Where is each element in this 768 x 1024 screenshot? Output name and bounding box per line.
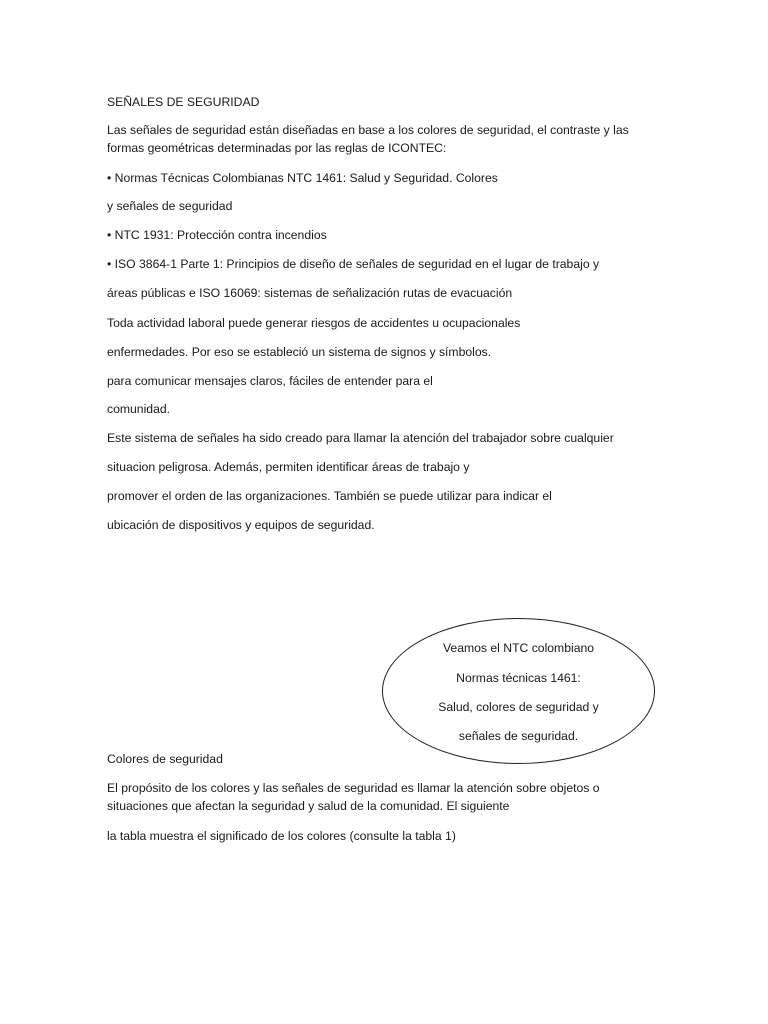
callout-line: Veamos el NTC colombiano — [442, 641, 595, 655]
paragraph-line: situacion peligrosa. Además, permiten identificar áreas de trabajo y — [107, 460, 470, 474]
paragraph-line: para comunicar mensajes claros, fáciles de entender para el — [107, 374, 433, 388]
section-heading: Colores de seguridad — [107, 752, 223, 766]
callout-line: Salud, colores de seguridad y — [438, 700, 599, 714]
paragraph-line: promover el orden de las organizaciones. También se puede utilizar para indicar el — [107, 489, 552, 503]
page-title: SEÑALES DE SEGURIDAD — [107, 95, 260, 109]
paragraph-line: Las señales de seguridad están diseñadas en base a los colores de seguridad, el contraste y las — [107, 123, 629, 137]
paragraph-line: enfermedades. Por eso se estableció un sistema de signos y símbolos. — [107, 345, 492, 359]
paragraph-line: Toda actividad laboral puede generar riesgos de accidentes u ocupacionales — [107, 316, 521, 330]
bullet-line: y señales de seguridad — [107, 199, 233, 213]
paragraph-line: formas geométricas determinadas por las reglas de ICONTEC: — [107, 141, 447, 155]
callout-line: señales de seguridad. — [458, 729, 579, 743]
bullet-line: • Normas Técnicas Colombianas NTC 1461: Salud y Seguridad. Colores — [107, 171, 498, 185]
paragraph-line: situaciones que afectan la seguridad y salud de la comunidad. El siguiente — [107, 799, 510, 813]
paragraph-line: El propósito de los colores y las señales de seguridad es llamar la atención sobre objetos o — [107, 781, 600, 795]
bullet-line: • NTC 1931: Protección contra incendios — [107, 228, 327, 242]
paragraph-line: ubicación de dispositivos y equipos de seguridad. — [107, 518, 375, 532]
paragraph-line: comunidad. — [107, 402, 171, 416]
bullet-line: áreas públicas e ISO 16069: sistemas de señalización rutas de evacuación — [107, 286, 513, 300]
paragraph-line: Este sistema de señales ha sido creado para llamar la atención del trabajador sobre cualquier — [107, 431, 614, 445]
bullet-line: • ISO 3864-1 Parte 1: Principios de diseño de señales de seguridad en el lugar de trabajo y — [107, 257, 600, 271]
callout-line: Normas técnicas 1461: — [456, 671, 581, 685]
paragraph-line: la tabla muestra el significado de los colores (consulte la tabla 1) — [107, 829, 456, 843]
